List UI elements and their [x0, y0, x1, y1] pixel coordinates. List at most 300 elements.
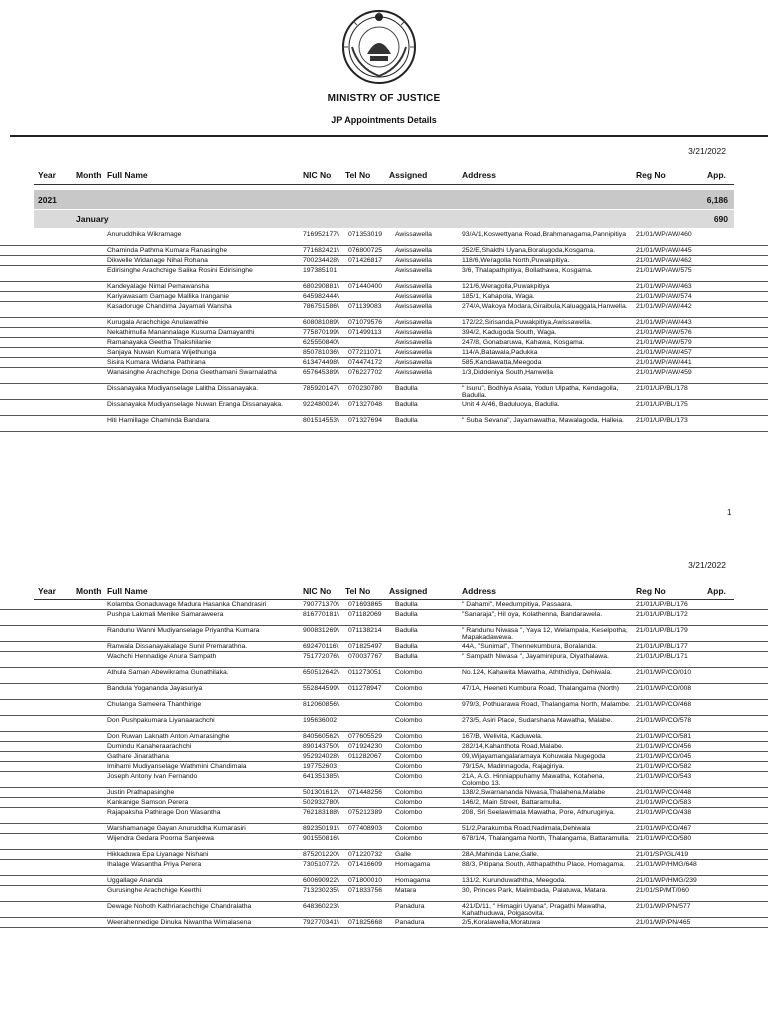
full-name-cell: Joseph Antony Ivan Fernando [107, 773, 198, 780]
nic-cell: 786751586\ [303, 303, 339, 310]
full-name-cell: Justin Prathapasinghe [107, 789, 175, 796]
nic-cell: 785920147\ [303, 385, 339, 392]
address-cell: 121/6,Weragolla,Puwakpitiya [462, 283, 550, 290]
assigned-cell: Colombo [395, 701, 423, 708]
col-year: Year [38, 586, 56, 596]
assigned-cell: Galle [395, 851, 411, 858]
nic-cell: 700234428\ [303, 257, 339, 264]
assigned-cell: Badulla [395, 385, 418, 392]
assigned-cell: Awissawella [395, 359, 432, 366]
col-year: Year [38, 170, 56, 180]
reg-no-cell: 21/01/WP/CO/578 [636, 717, 692, 724]
nic-cell: 680290881\ [303, 283, 339, 290]
nic-cell: 771682421\ [303, 247, 339, 254]
address-cell: 118/6,Weragolla North,Puwakpitiya. [462, 257, 570, 264]
tel-cell: 071416609 [348, 861, 383, 868]
assigned-cell: Colombo [395, 825, 423, 832]
full-name-cell: Kankanige Samson Perera [107, 799, 189, 806]
nic-cell: 713230235\ [303, 887, 339, 894]
nic-cell: 730510772\ [303, 861, 339, 868]
reg-no-cell: 21/01/WP/AW/442 [636, 303, 692, 310]
tel-cell: 070037767 [348, 653, 383, 660]
address-cell: 421/D/11, " Himagiri Uyana", Pragathi Mawatha, Kahathuduwa, Polgasovita. [462, 903, 607, 918]
address-cell: 114/A,Batawala,Padukka [462, 349, 538, 356]
tel-cell [348, 903, 388, 918]
reg-no-cell: 21/01/WP/CO/543 [636, 773, 692, 780]
table-row [0, 368, 768, 384]
table-row [0, 318, 768, 328]
col-address: Address [462, 170, 497, 180]
table-row [0, 808, 768, 824]
reg-no-cell: 21/01/WP/PN/465 [636, 919, 691, 926]
reg-no-cell: 21/01/WP/HMG/648 [636, 861, 697, 868]
full-name-cell: Weerahennedige Dinuka Niwantha Wimalasena [107, 919, 252, 926]
tel-cell [348, 267, 388, 282]
table-row [0, 642, 768, 652]
address-cell: 394/2, Kadugoda South, Waga. [462, 329, 557, 336]
col-reg: Reg No [636, 170, 666, 180]
col-full-name: Full Name [107, 170, 148, 180]
nic-cell: 875201220\ [303, 851, 339, 858]
appointments-table-page1 [0, 230, 768, 432]
nic-cell: 890143750\ [303, 743, 339, 750]
full-name-cell: Bandula Yogananda Jayasuriya [107, 685, 203, 692]
col-tel: Tel No [345, 170, 371, 180]
reg-no-cell: 21/01/UP/BL/179 [636, 627, 688, 634]
reg-no-cell: 21/01/WP/AW/576 [636, 329, 692, 336]
full-name-cell: Pushpa Lakmali Menike Samaraweera [107, 611, 224, 618]
nic-cell: 502932780\ [303, 799, 339, 806]
tel-cell [348, 701, 388, 716]
assigned-cell: Awissawella [395, 319, 432, 326]
tel-cell [348, 835, 388, 850]
reg-no-cell: 21/01/WP/CO/448 [636, 789, 692, 796]
header-rule [34, 184, 734, 185]
assigned-cell: Homagama [395, 861, 431, 868]
assigned-cell: Colombo [395, 789, 423, 796]
table-row [0, 292, 768, 302]
reg-no-cell: 21/01/WP/AW/579 [636, 339, 692, 346]
assigned-cell: Colombo [395, 809, 423, 816]
table-row [0, 358, 768, 368]
table-row [0, 348, 768, 358]
table-row [0, 416, 768, 432]
assigned-cell: Awissawella [395, 283, 432, 290]
table-row [0, 400, 768, 416]
nic-cell: 552844599\ [303, 685, 339, 692]
full-name-cell: Dumindu Kanaheraarachchi [107, 743, 192, 750]
reg-no-cell: 21/01/WP/AW/460 [636, 231, 692, 238]
tel-cell: 071924230 [348, 743, 383, 750]
table-row [0, 230, 768, 246]
tel-cell: 075212389 [348, 809, 383, 816]
full-name-cell: Wanasinghe Arachchige Dona Geethamani Swarnalatha [107, 369, 277, 376]
address-cell: " Isuru", Bodhiya Asala, Yodun Ulpatha, Kendagolla, Badulla. [462, 385, 619, 400]
address-cell: 273/5, Asiri Place, Sudarshana Mawatha, Malabe. [462, 717, 613, 724]
assigned-cell: Awissawella [395, 257, 432, 264]
assigned-cell: Badulla [395, 417, 418, 424]
assigned-cell: Colombo [395, 835, 423, 842]
tel-cell: 071440400 [348, 283, 383, 290]
assigned-cell: Awissawella [395, 231, 432, 238]
address-cell: 3/6, Thalapathpitiya, Bollathawa, Kosgama. [462, 267, 593, 274]
full-name-cell: Ranwala Dissanayakalage Sunil Premarathna. [107, 643, 248, 650]
table-row [0, 762, 768, 772]
full-name-cell: Chulanga Sameera Thanthirige [107, 701, 202, 708]
address-cell: 208, Sri Seelawimala Mawatha, Pore, Athurugiriya. [462, 809, 616, 816]
full-name-cell: Kariyawasam Gamage Mallika Iranganie [107, 293, 230, 300]
nic-cell: 650512642\ [303, 669, 339, 676]
reg-no-cell: 21/01/WP/AW/441 [636, 359, 692, 366]
assigned-cell: Colombo [395, 743, 423, 750]
table-row [0, 752, 768, 762]
tel-cell: 071138214 [348, 627, 382, 634]
full-name-cell: Dissanayaka Mudiyanselage Nuwan Eranga Dissanayaka. [107, 401, 284, 408]
nic-cell: 645982444\ [303, 293, 339, 300]
address-cell: 44A, "Sunimal", Thennekumbura, Boralanda. [462, 643, 598, 650]
assigned-cell: Colombo [395, 685, 423, 692]
reg-no-cell: 21/01/SP/MT/060 [636, 887, 689, 894]
assigned-cell: Colombo [395, 753, 423, 760]
reg-no-cell: 21/01/WP/CO/045 [636, 753, 692, 760]
address-cell: 979/3, Pothuarawa Road, Thalangama North, Malambe. [462, 701, 631, 708]
assigned-cell: Awissawella [395, 339, 432, 346]
column-header-row [0, 170, 768, 184]
assigned-cell: Badulla [395, 401, 418, 408]
full-name-cell: Dewage Nohoth Kathriarachchige Chandralatha [107, 903, 252, 910]
reg-no-cell: 21/01/WP/CO/468 [636, 701, 692, 708]
nic-cell: 840560562\ [303, 733, 339, 740]
full-name-cell: Chaminda Pathma Kumara Ranasinghe [107, 247, 228, 254]
nic-cell: 850781036\ [303, 349, 339, 356]
tel-cell: 070230780 [348, 385, 383, 392]
assigned-cell: Colombo [395, 717, 423, 724]
nic-cell: 648360223\ [303, 903, 339, 910]
year-value: 2021 [38, 195, 57, 205]
full-name-cell: Sanjaya Nuwan Kumara Wijethunga [107, 349, 217, 356]
full-name-cell: Kurugala Arachchige Anulawathie [107, 319, 209, 326]
tel-cell: 077408903 [348, 825, 383, 832]
tel-cell [348, 763, 388, 772]
reg-no-cell: 21/01/WP/CO/582 [636, 763, 692, 770]
full-name-cell: Don Ruwan Laknath Anton Amarasinghe [107, 733, 230, 740]
reg-no-cell: 21/01/WP/AW/575 [636, 267, 692, 274]
full-name-cell: Sisira Kumara Widana Pathirana [107, 359, 206, 366]
nic-cell: 892350191\ [303, 825, 339, 832]
full-name-cell: Edirisinghe Arachchige Salika Rosini Edirisinghe [107, 267, 253, 274]
assigned-cell: Colombo [395, 733, 423, 740]
nic-cell: 625550840\ [303, 339, 339, 346]
full-name-cell: Kasadoruge Chandima Jayamali Wansha [107, 303, 232, 310]
assigned-cell: Badulla [395, 601, 418, 608]
table-row [0, 684, 768, 700]
full-name-cell: Hiti Hamillage Chaminda Bandara [107, 417, 210, 424]
nic-cell: 716952177\ [303, 231, 339, 238]
address-cell: 79/15A, Madinnagoda, Rajagiriya. [462, 763, 565, 770]
nic-cell: 692470116\ [303, 643, 339, 650]
table-row [0, 610, 768, 626]
reg-no-cell: 21/01/WP/CO/580 [636, 835, 692, 842]
address-cell: 172/22,Sirisanda,Puwakpitiya,Awissawella. [462, 319, 592, 326]
table-row [0, 282, 768, 292]
assigned-cell: Colombo [395, 763, 423, 770]
table-row [0, 742, 768, 752]
table-row [0, 328, 768, 338]
tel-cell: 071327694 [348, 417, 383, 424]
reg-no-cell: 21/01/UP/BL/173 [636, 417, 688, 424]
address-cell: 138/2,Swarnananda Niwasa,Thalahena,Malabe [462, 789, 606, 796]
column-header-row-page2 [0, 586, 768, 600]
address-cell: 585,Kandawatta,Meegoda [462, 359, 542, 366]
nic-cell: 790771370\ [303, 601, 339, 608]
nic-cell: 751772076\ [303, 653, 339, 660]
reg-no-cell: 21/01/UP/BL/175 [636, 401, 688, 408]
month-total: 690 [713, 214, 728, 224]
tel-cell [348, 773, 388, 788]
tel-cell: 071182069 [348, 611, 382, 618]
assigned-cell: Panadura [395, 919, 425, 926]
full-name-cell: Gathare Jinarathana [107, 753, 169, 760]
table-row [0, 798, 768, 808]
nic-cell: 816770181\ [303, 611, 339, 618]
reg-no-cell: 21/01/UP/BL/176 [636, 601, 688, 608]
tel-cell: 011273051 [348, 669, 382, 676]
col-full-name: Full Name [107, 586, 148, 596]
col-assigned: Assigned [389, 170, 428, 180]
full-name-cell: Nekathimulla Manannalage Kusuma Damayanthi [107, 329, 255, 336]
full-name-cell: Gurusinghe Arachchige Keerthi [107, 887, 202, 894]
month-value: January [76, 214, 109, 224]
table-row [0, 652, 768, 668]
assigned-cell: Awissawella [395, 349, 432, 356]
address-cell: 678/1/4, Thalangama North, Thalangama, Battaramulla. [462, 835, 630, 842]
full-name-cell: Uggallage Ananda [107, 877, 163, 884]
table-row [0, 788, 768, 798]
full-name-cell: Warshamanage Gayan Anuruddha Kumarasiri [107, 825, 246, 832]
month-group-row [34, 210, 734, 228]
tel-cell: 077211071 [348, 349, 382, 356]
assigned-cell: Awissawella [395, 267, 432, 274]
full-name-cell: Wijendra Gedara Poorna Sanjeewa [107, 835, 214, 842]
address-cell: 88/3, Pitipana South, Atthapaththu Place, Homagama. [462, 861, 625, 868]
assigned-cell: Badulla [395, 627, 418, 634]
tel-cell: 071220732 [348, 851, 383, 858]
table-row [0, 876, 768, 886]
col-reg: Reg No [636, 586, 666, 596]
assigned-cell: Awissawella [395, 303, 432, 310]
reg-no-cell: 21/01/WP/CO/456 [636, 743, 692, 750]
tel-cell [348, 339, 388, 348]
col-tel: Tel No [345, 586, 371, 596]
assigned-cell: Awissawella [395, 247, 432, 254]
reg-no-cell: 21/01/UP/BL/178 [636, 385, 688, 392]
reg-no-cell: 21/01/WP/AW/457 [636, 349, 692, 356]
nic-cell: 812060856\ [303, 701, 339, 708]
table-row [0, 834, 768, 850]
tel-cell: 011278947 [348, 685, 382, 692]
col-assigned: Assigned [389, 586, 428, 596]
reg-no-cell: 21/01/WP/CO/581 [636, 733, 692, 740]
address-cell: 28A,Mahinda Lane,Galle. [462, 851, 539, 858]
report-date-page2: 3/21/2022 [688, 560, 726, 570]
tel-cell: 076227702 [348, 369, 383, 376]
address-cell: " Randunu Niwasa ", Yaya 12, Welampala, Keselpotha, Mapakadawewa. [462, 627, 628, 642]
address-cell: " Suba Sevana", Jayamawatha, Mawalagoda, Halleia. [462, 417, 625, 424]
reg-no-cell: 21/01/UP/BL/171 [636, 653, 688, 660]
col-address: Address [462, 586, 497, 596]
tel-cell: 077605529 [348, 733, 383, 740]
tel-cell: 071448256 [348, 789, 383, 796]
reg-no-cell: 21/01/WP/AW/459 [636, 369, 692, 376]
col-nic: NIC No [303, 170, 332, 180]
reg-no-cell: 21/01/WP/CO/438 [636, 809, 692, 816]
address-cell: 09,Wijayamangalaramaya Kohuwala Nugegoda [462, 753, 606, 760]
table-row [0, 668, 768, 684]
assigned-cell: Matara [395, 887, 417, 894]
reg-no-cell: 21/01/WP/CO/008 [636, 685, 692, 692]
nic-cell: 600690922\ [303, 877, 339, 884]
tel-cell [348, 799, 388, 808]
tel-cell: 071139083 [348, 303, 382, 310]
table-row [0, 302, 768, 318]
table-row [0, 824, 768, 834]
full-name-cell: Kandeyalage Nimal Pemawansha [107, 283, 210, 290]
sri-lanka-emblem-icon [340, 8, 418, 86]
full-name-cell: Anuruddhika Wikramage [107, 231, 182, 238]
assigned-cell: Colombo [395, 773, 423, 780]
table-row [0, 860, 768, 876]
assigned-cell: Homagama [395, 877, 431, 884]
reg-no-cell: 21/01/SP/GL/419 [636, 851, 689, 858]
address-cell: " Dahami", Meedumpitiya, Passaara. [462, 601, 573, 608]
full-name-cell: Athula Saman Abewikrama Gunathilaka. [107, 669, 229, 676]
reg-no-cell: 21/01/WP/PN/577 [636, 903, 691, 910]
reg-no-cell: 21/01/WP/CO/583 [636, 799, 692, 806]
full-name-cell: Kolamba Gonaduwage Madura Hasanka Chandrasiri [107, 601, 267, 608]
reg-no-cell: 21/01/WP/CO/010 [636, 669, 692, 676]
table-row [0, 256, 768, 266]
nic-cell: 613474498\ [303, 359, 339, 366]
address-cell: " Sampath Niwasa ", Jayaminipura, Diyathalawa. [462, 653, 609, 660]
reg-no-cell: 21/01/WP/CO/467 [636, 825, 692, 832]
full-name-cell: Rajapaksha Pathirage Don Wasantha [107, 809, 221, 816]
nic-cell: 775870199\ [303, 329, 339, 336]
nic-cell: 641351385\ [303, 773, 339, 780]
reg-no-cell: 21/01/UP/BL/177 [636, 643, 688, 650]
appointments-table-page2 [0, 600, 768, 928]
address-cell: 93/A/1,Koswettyana Road,Brahmanagama,Pannipitiya [462, 231, 626, 238]
full-name-cell: Ihalage Wasantha Priya Perera [107, 861, 202, 868]
table-row [0, 338, 768, 348]
reg-no-cell: 21/01/WP/AW/445 [636, 247, 692, 254]
reg-no-cell: 21/01/UP/BL/172 [636, 611, 688, 618]
reg-no-cell: 21/01/WP/AW/443 [636, 319, 692, 326]
address-cell: 282/14,Kahanthota Road,Malabe. [462, 743, 564, 750]
nic-cell: 197385101 [303, 267, 338, 274]
tel-cell: 071079576 [348, 319, 383, 326]
nic-cell: 608081089\ [303, 319, 339, 326]
address-cell: 146/2, Main Street, Battaramulla. [462, 799, 562, 806]
year-total: 6,186 [706, 195, 728, 205]
nic-cell: 952924028\ [303, 753, 339, 760]
full-name-cell: Wachchi Hennadige Anura Sampath [107, 653, 217, 660]
nic-cell: 762183188\ [303, 809, 339, 816]
tel-cell: 071800010 [348, 877, 383, 884]
table-row [0, 902, 768, 918]
table-row [0, 600, 768, 610]
nic-cell: 657645389\ [303, 369, 339, 376]
full-name-cell: Ramanayaka Geetha Thakshilanie [107, 339, 212, 346]
full-name-cell: Don Pushpakumara Liyanaarachchi [107, 717, 215, 724]
reg-no-cell: 21/01/WP/AW/463 [636, 283, 692, 290]
assigned-cell: Awissawella [395, 293, 432, 300]
nic-cell: 195636002 [303, 717, 338, 724]
address-cell: Unit 4 A/46, Baduluoya, Badulla. [462, 401, 560, 408]
table-row [0, 918, 768, 928]
table-row [0, 716, 768, 732]
tel-cell: 076800725 [348, 247, 383, 254]
assigned-cell: Badulla [395, 643, 418, 650]
header-divider [10, 135, 768, 137]
address-cell: No.124, Kahawita Mawatha, Aththidiya, Dehiwala. [462, 669, 612, 676]
full-name-cell: Imihami Mudiyanselage Wathmini Chandimala [107, 763, 247, 770]
tel-cell: 071327048 [348, 401, 383, 408]
report-subtitle: JP Appointments Details [331, 115, 437, 125]
reg-no-cell: 21/01/WP/HMG/239 [636, 877, 697, 884]
col-nic: NIC No [303, 586, 332, 596]
reg-no-cell: 21/01/WP/AW/462 [636, 257, 692, 264]
table-row [0, 266, 768, 282]
address-cell: 185/1, Kahapola, Waga. [462, 293, 535, 300]
nic-cell: 197752603 [303, 763, 338, 770]
table-row [0, 886, 768, 902]
col-month: Month [76, 586, 102, 596]
table-row [0, 384, 768, 400]
address-cell: 2/5,Koralawella,Moratuwa [462, 919, 541, 926]
assigned-cell: Badulla [395, 653, 418, 660]
tel-cell: 071833756 [348, 887, 383, 894]
col-app: App. [707, 170, 726, 180]
table-row [0, 246, 768, 256]
address-cell: 131/2, Kurunduwaththa, Meegoda. [462, 877, 567, 884]
report-header [0, 0, 768, 140]
tel-cell [348, 717, 388, 732]
tel-cell: 074474172 [348, 359, 383, 366]
address-cell: 1/3,Diddeniya South,Hanwella [462, 369, 554, 376]
reg-no-cell: 21/01/WP/AW/574 [636, 293, 692, 300]
ministry-title: MINISTRY OF JUSTICE [327, 93, 441, 104]
table-row [0, 772, 768, 788]
address-cell: 51/2,Parakumba Road,Nadimala,Dehiwala [462, 825, 591, 832]
address-cell: 247/8, Gonabaruwa, Kahawa, Kosgama. [462, 339, 585, 346]
address-cell: "Sanaraja", Hil oya, Kolathenna, Bandarawela. [462, 611, 603, 618]
tel-cell: 071499113 [348, 329, 382, 336]
assigned-cell: Awissawella [395, 329, 432, 336]
nic-cell: 900831269\ [303, 627, 339, 634]
table-row [0, 732, 768, 742]
tel-cell: 011282067 [348, 753, 382, 760]
tel-cell: 071825668 [348, 919, 383, 926]
nic-cell: 801514553\ [303, 417, 339, 424]
assigned-cell: Awissawella [395, 369, 432, 376]
table-row [0, 850, 768, 860]
col-month: Month [76, 170, 102, 180]
address-cell: 274/A,Wakoya Modara,Giraibula,Kaluaggala,Hanwella. [462, 303, 628, 310]
nic-cell: 922480024\ [303, 401, 339, 408]
full-name-cell: Randunu Wanni Mudiyanselage Priyantha Kumara [107, 627, 260, 634]
address-cell: 30, Princes Park, Malimbada, Palatuwa, Matara. [462, 887, 608, 894]
full-name-cell: Dikwelle Widanage Nihal Rohana [107, 257, 208, 264]
